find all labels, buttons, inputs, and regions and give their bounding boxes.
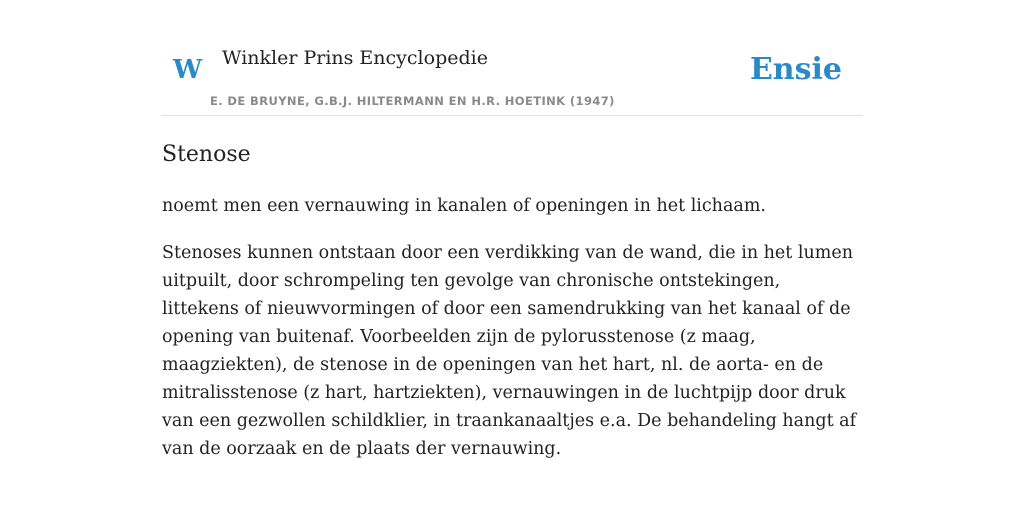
body-paragraph: Stenoses kunnen ontstaan door een verdikking van de wand, die in het lumen uitpuilt, door schrompeling ten gevolge van chronische ontstekingen, littekens of nieuwvormingen of door een samendrukking van het kanaal of de opening van buitenaf. Voorbeelden zijn de pylorusstenose (z maag, maagziekten), de stenose in de openingen van het hart, nl. de aorta- en de mitralisstenose (z hart, hartziekten), vernauwingen in de luchtpijp door druk van een gezwollen schildklier, in traankanaaltjes e.a. De behandeling hangt af van de oorzaak en de plaats der vernauwing. (162, 243, 857, 459)
source-authors: E. DE BRUYNE, G.B.J. HILTERMANN EN H.R. HOETINK (1947) (210, 94, 615, 108)
ensie-logo[interactable]: Ensie (749, 52, 842, 87)
page-title: Stenose (162, 142, 251, 167)
source-title[interactable]: Winkler Prins Encyclopedie (222, 47, 488, 69)
entry-card (162, 0, 862, 459)
entry-header (162, 0, 862, 116)
winkler-prins-logo-icon[interactable]: W (173, 55, 203, 85)
definition-paragraph: noemt men een vernauwing in kanalen of openingen in het lichaam. (162, 196, 766, 216)
